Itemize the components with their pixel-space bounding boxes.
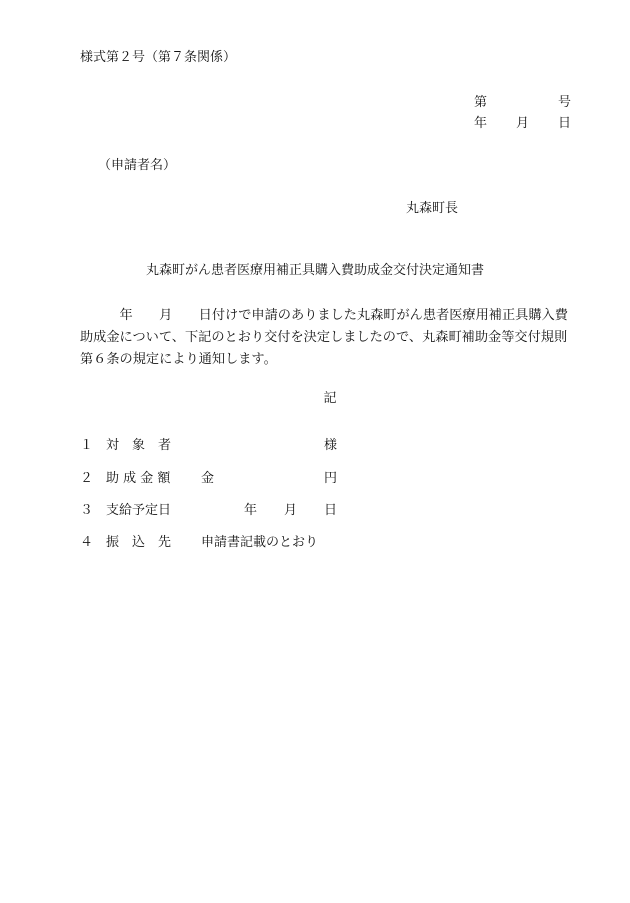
item-label: 振 込 先 — [106, 535, 172, 550]
doc-number-suffix: 号 — [558, 95, 572, 110]
record-label: 記 — [323, 391, 337, 406]
doc-date-month: 月 — [516, 116, 530, 131]
issuer: 丸森町長 — [406, 201, 459, 216]
item-label: 助 成 金 額 — [106, 471, 171, 486]
body-paragraph — [80, 305, 600, 371]
item-label: 対 象 者 — [106, 438, 172, 453]
item-number: １ — [80, 438, 94, 453]
body-line-3: 第６条の規定により通知します。 — [80, 352, 277, 367]
item-value: 様 — [324, 438, 338, 453]
item-prefix: 金 — [201, 471, 215, 486]
item-value: 円 — [324, 471, 338, 486]
item-number: ２ — [80, 471, 94, 486]
item-label: 支給予定日 — [106, 503, 172, 518]
applicant-name-label: （申請者名） — [98, 158, 177, 173]
doc-date-day: 日 — [558, 116, 572, 131]
item-payment-date — [80, 503, 380, 519]
document-title: 丸森町がん患者医療用補正具購入費助成金交付決定通知書 — [145, 263, 484, 278]
form-number: 様式第２号（第７条関係） — [80, 50, 237, 65]
item-subject — [80, 438, 380, 454]
doc-number-prefix: 第 — [474, 95, 488, 110]
item-amount — [80, 471, 380, 487]
body-line-2: 助成金について、下記のとおり交付を決定しましたので、丸森町補助金等交付規則 — [80, 330, 568, 345]
item-date-day: 日 — [324, 503, 338, 518]
item-date-month: 月 — [284, 503, 298, 518]
item-date-year: 年 — [244, 503, 258, 518]
doc-date-year: 年 — [474, 116, 488, 131]
item-number: ４ — [80, 535, 94, 550]
item-number: ３ — [80, 503, 94, 518]
body-line-1: 年 月 日付けで申請のありました丸森町がん患者医療用補正具購入費 — [80, 308, 568, 323]
item-transfer — [80, 535, 380, 551]
item-value: 申請書記載のとおり — [201, 535, 319, 550]
